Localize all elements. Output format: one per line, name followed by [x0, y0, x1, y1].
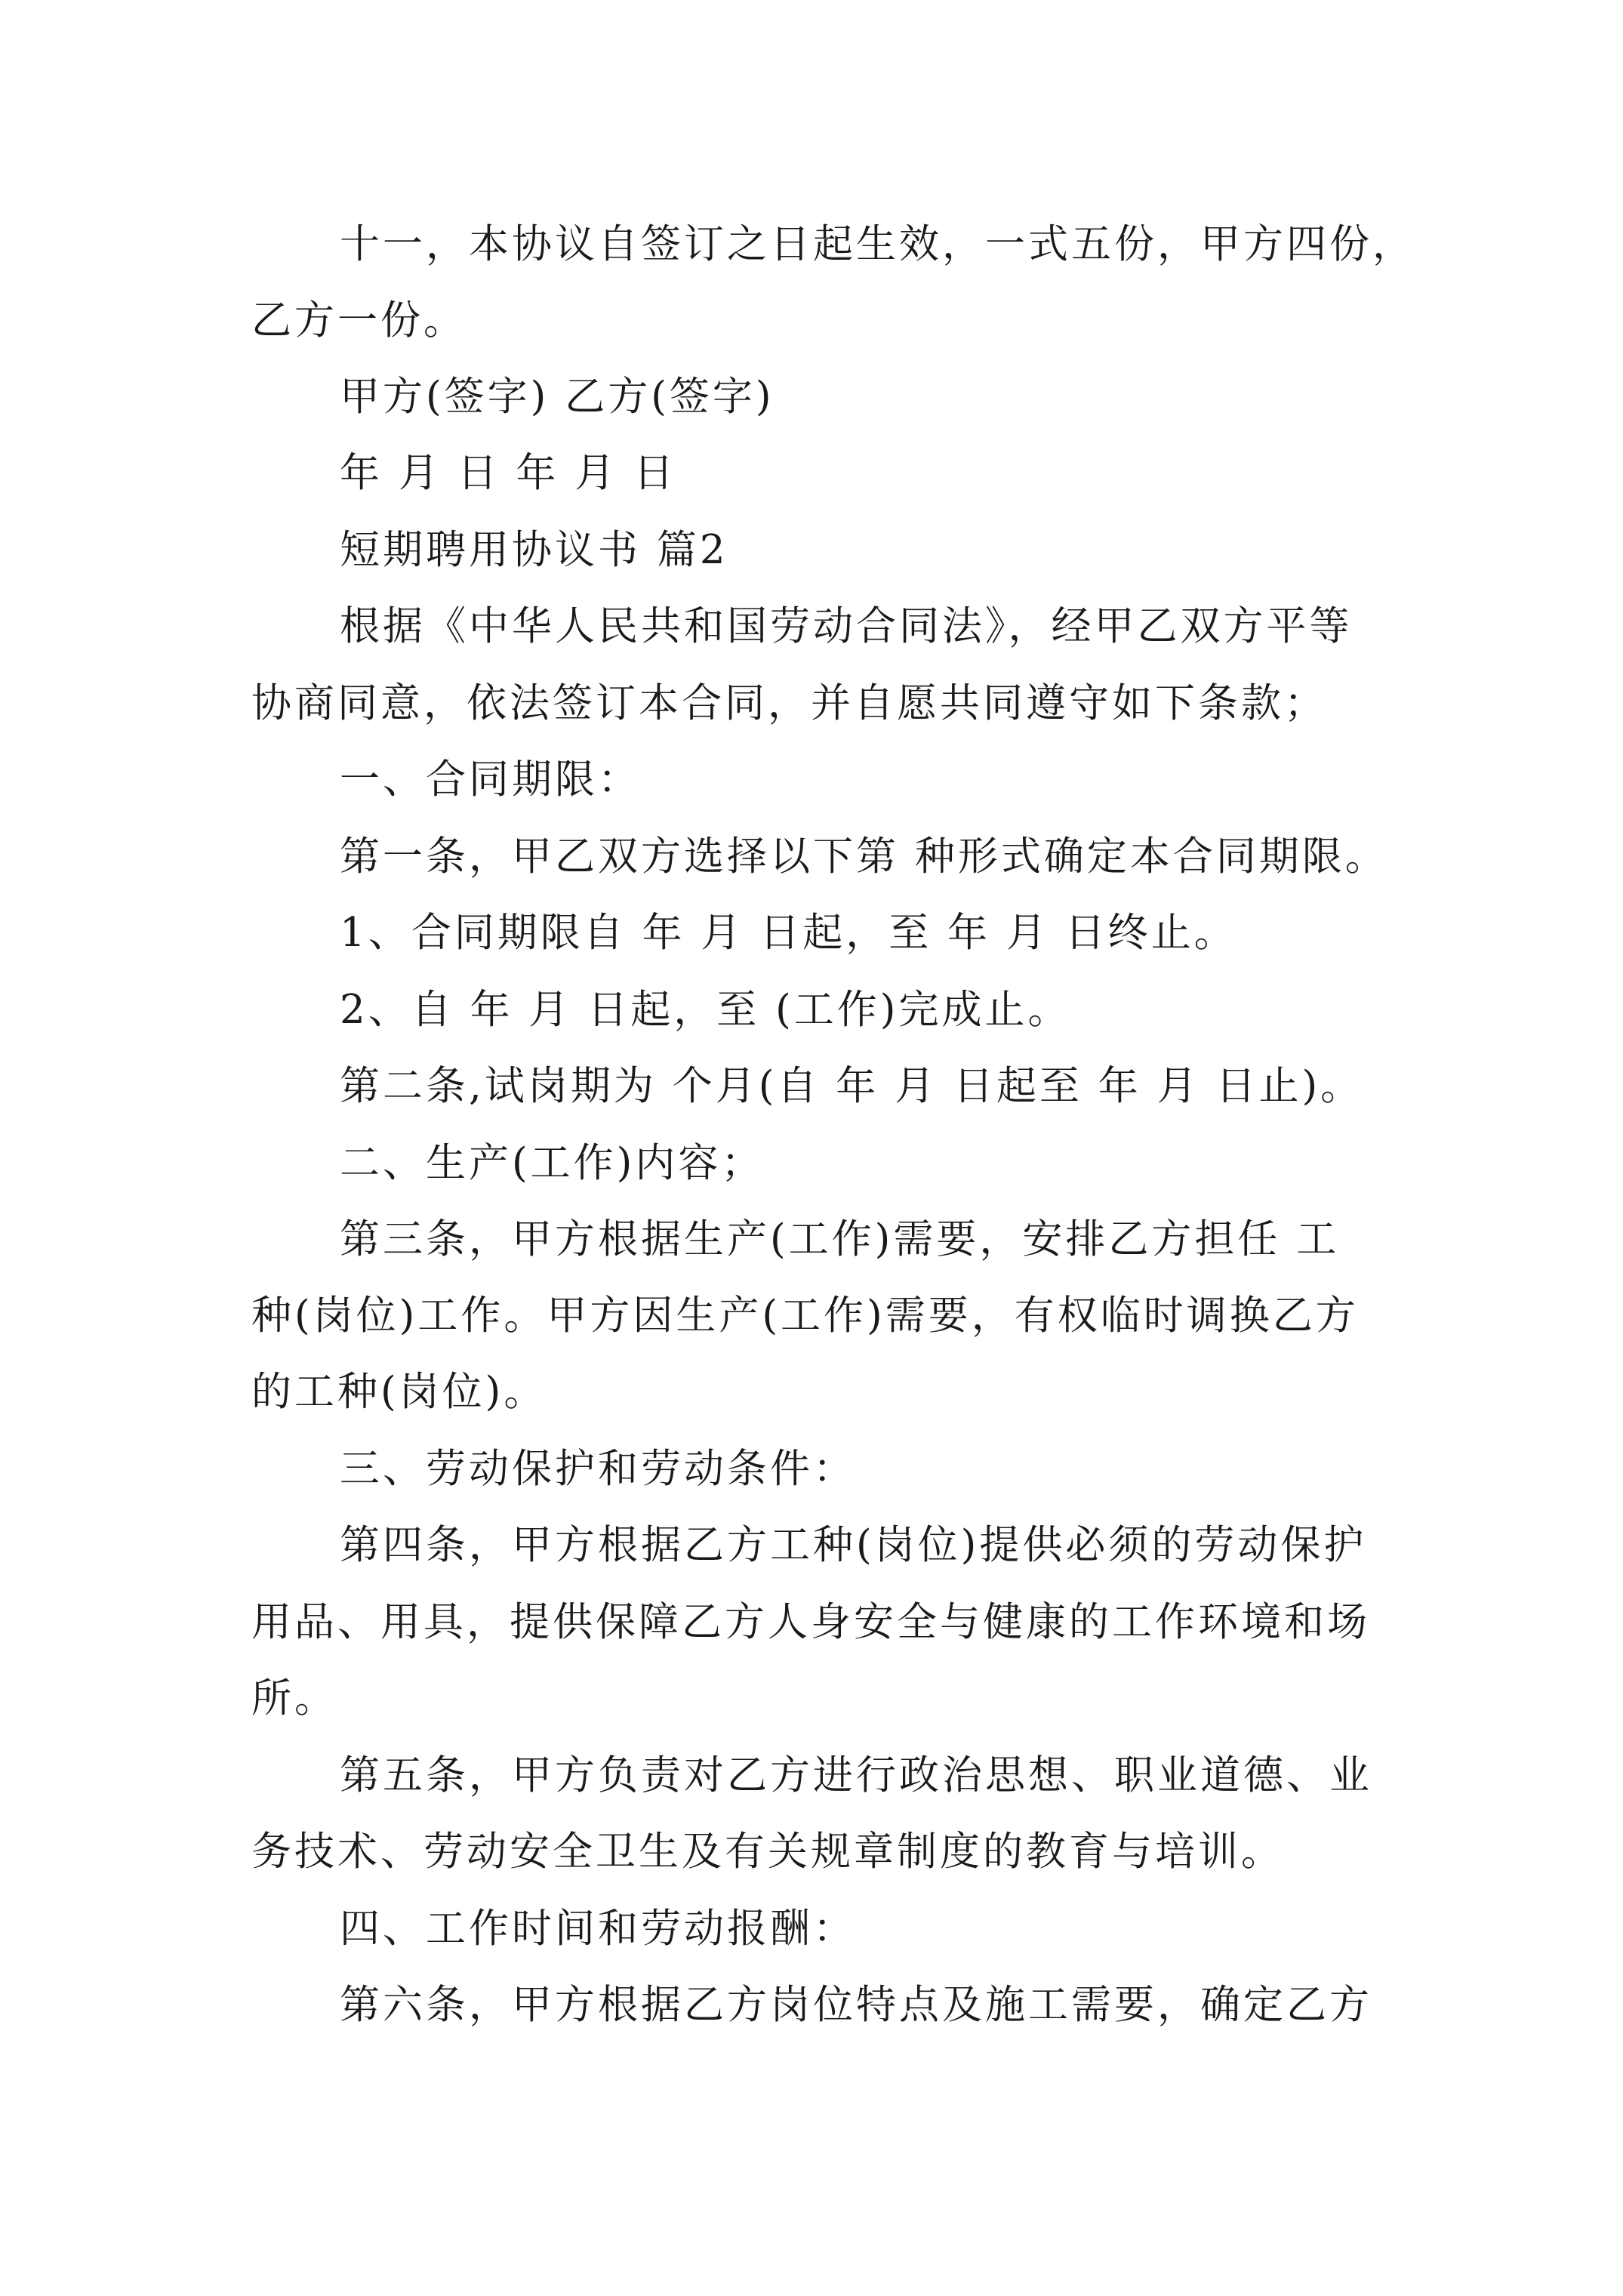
text-line: 第六条，甲方根据乙方岗位特点及施工需要，确定乙方: [340, 1982, 1372, 2028]
text-line: 种(岗位)工作。甲方因生产(工作)需要，有权临时调换乙方: [251, 1293, 1359, 1339]
text-line: 协商同意，依法签订本合同，并自愿共同遵守如下条款；: [251, 680, 1327, 726]
text-line: 年 月 日 年 月 日: [340, 450, 677, 496]
text-line: 1、合同期限自 年 月 日起，至 年 月 日终止。: [340, 910, 1237, 956]
text-line: 第四条，甲方根据乙方工种(岗位)提供必须的劳动保护: [340, 1522, 1367, 1568]
text-line: 二、生产(工作)内容；: [340, 1140, 765, 1186]
text-line: 十一，本协议自签订之日起生效，一式五份，甲方四份，: [340, 221, 1415, 267]
text-line: 三、劳动保护和劳动条件：: [340, 1446, 856, 1492]
text-line: 乙方一份。: [251, 297, 467, 344]
text-line: 第二条,试岗期为 个月(自 年 月 日起至 年 月 日止)。: [340, 1063, 1364, 1109]
text-line: 甲方(签字) 乙方(签字): [340, 374, 775, 420]
text-line: 2、自 年 月 日起，至 (工作)完成止。: [340, 987, 1071, 1033]
text-line: 四、工作时间和劳动报酬：: [340, 1906, 856, 1952]
text-line: 的工种(岗位)。: [251, 1369, 547, 1415]
text-line: 第三条，甲方根据生产(工作)需要，安排乙方担任 工: [340, 1216, 1340, 1262]
text-line: 用品、用具，提供保障乙方人身安全与健康的工作环境和场: [251, 1599, 1370, 1645]
text-line: 一、合同期限：: [340, 757, 641, 803]
text-line: 根据《中华人民共和国劳动合同法》，经甲乙双方平等: [340, 603, 1353, 649]
section-heading: 短期聘用协议书 篇2: [340, 527, 728, 573]
text-line: 所。: [251, 1675, 337, 1721]
text-line: 第五条，甲方负责对乙方进行政治思想、职业道德、业: [340, 1752, 1372, 1798]
text-line: 务技术、劳动安全卫生及有关规章制度的教育与培训。: [251, 1829, 1284, 1875]
text-line: 第一条，甲乙双方选择以下第 种形式确定本合同期限。: [340, 834, 1388, 880]
